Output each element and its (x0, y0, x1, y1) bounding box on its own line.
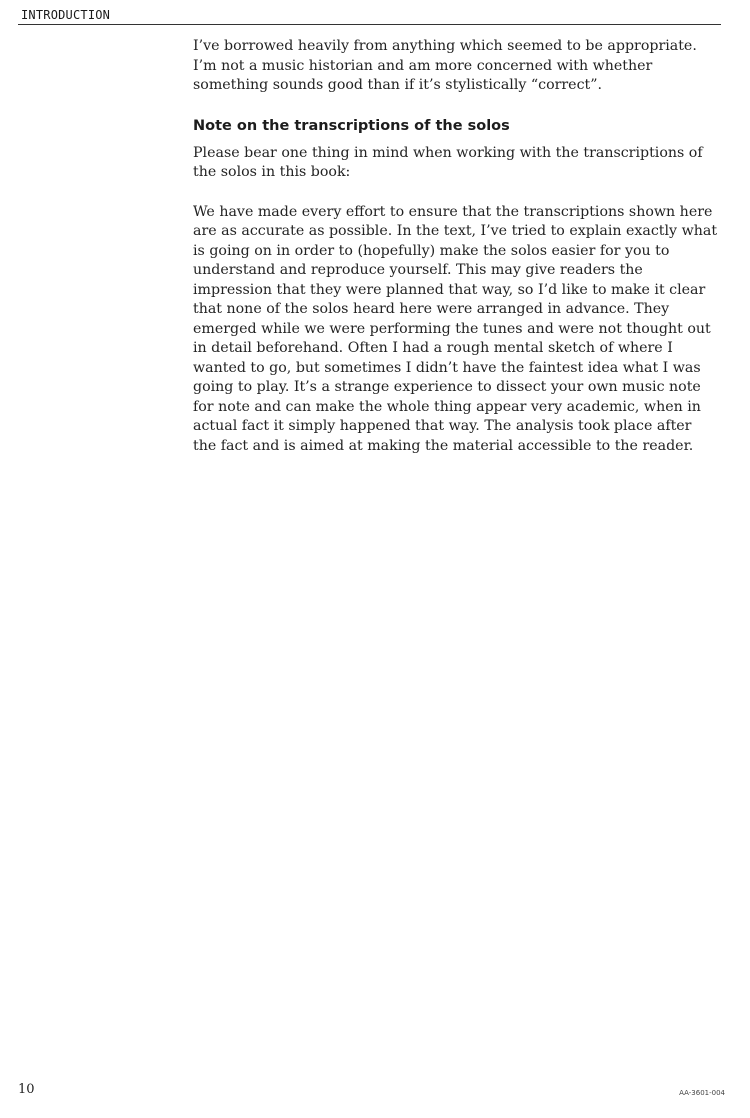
running-header: INTRODUCTION (21, 8, 111, 22)
section-heading: Note on the transcriptions of the solos (193, 117, 510, 134)
catalog-code: AA-3601-004 (679, 1089, 725, 1097)
page-body (193, 37, 718, 476)
transcriptions-paragraph: We have made every effort to ensure that the transcriptions shown here are as accurate as possible. In the text, I’ve tried to explain exactly what is going on in order to (hopefully) make the solos easier for you to understand and reproduce yourself. This may give readers the impression that they were planned that way, so I’d like to make it clear that none of the solos heard here were arranged in advance. They emerged while we were performing the tunes and were not thought out in detail beforehand. Often I had a rough mental sketch of where I wanted to go, but sometimes I didn’t have the faintest idea what I was going to play. It’s a strange experience to dissect your own music note for note and can make the whole thing appear very academic, when in actual fact it simply happened that way. The analysis took place after the fact and is aimed at making the material accessible to the reader. (193, 203, 718, 454)
intro-paragraph: I’ve borrowed heavily from anything which seemed to be appropriate. I’m not a music historian and am more concerned with whether something sounds good than if it’s stylistically “correct”. (193, 38, 697, 93)
bear-in-mind-paragraph: Please bear one thing in mind when working with the transcriptions of the solos in this book: (193, 144, 703, 180)
header-rule (18, 24, 721, 25)
page-number: 10 (18, 1082, 35, 1097)
